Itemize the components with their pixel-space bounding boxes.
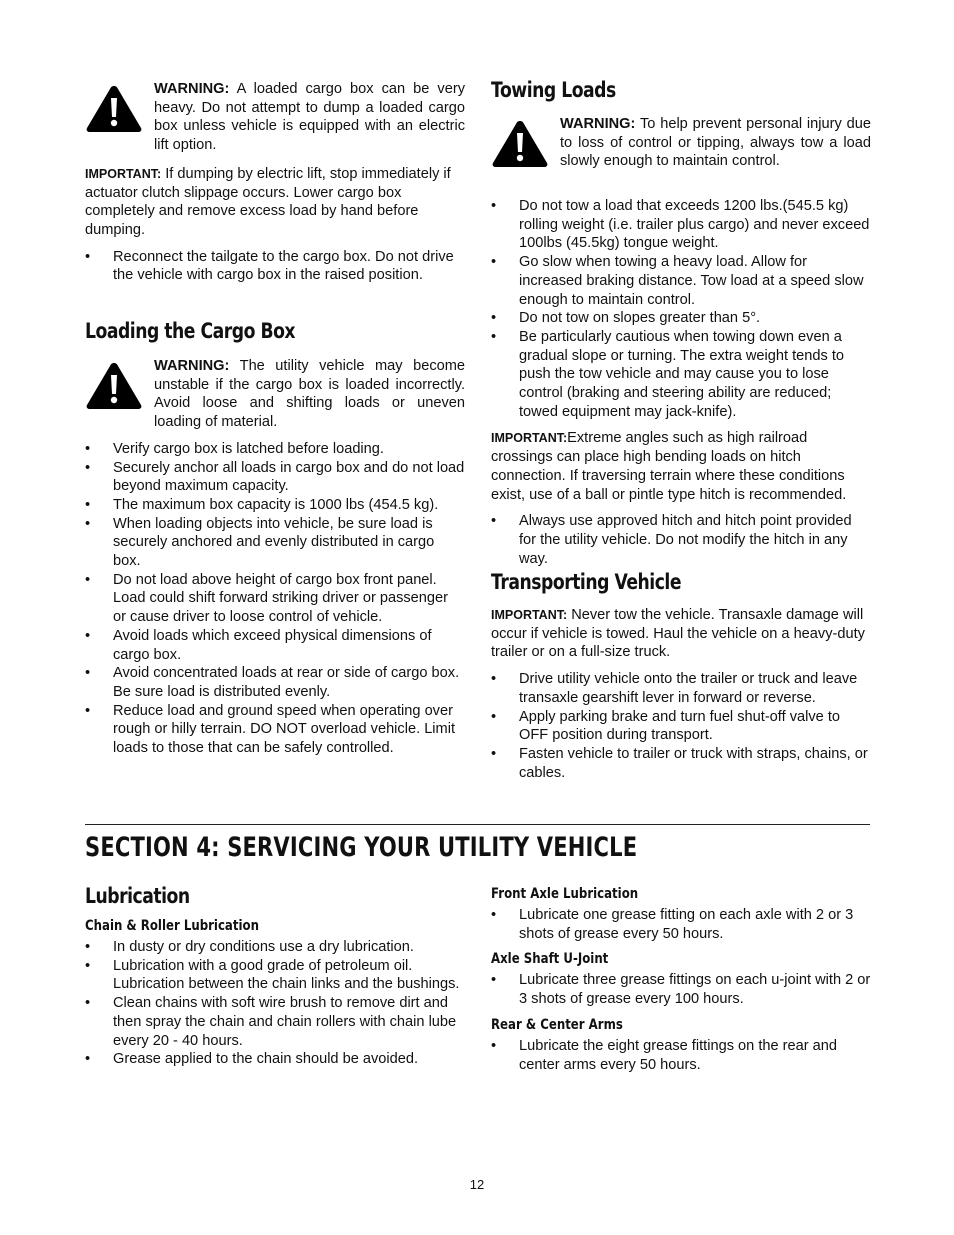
loading-section <box>85 319 465 758</box>
important-text: Extreme angles such as high railroad crossings can place high bending loads on hitch connection. If traversing terrain where these conditions exist, use of a ball or pintle type hitch is recommended. <box>491 430 847 503</box>
list-item: • Be particularly cautious when towing down even a gradual slope or turning. The extra weight tends to push the tow vehicle and may cause you to lose control (braking and steering ability are reduced; towed equipment may jack-knife). <box>491 328 871 422</box>
cargo-dump-warning <box>85 80 465 155</box>
list-item: • Drive utility vehicle onto the trailer or truck and leave transaxle gearshift lever in forward or reverse. <box>491 670 871 707</box>
loading-heading: Loading the Cargo Box <box>85 319 296 343</box>
list-item: • Lubricate one grease fitting on each axle with 2 or 3 shots of grease every 50 hours. <box>491 906 871 943</box>
transport-bullets <box>491 670 871 782</box>
warning-label: WARNING: <box>560 116 636 132</box>
loading-warning <box>85 357 465 432</box>
left-column-top <box>85 80 465 285</box>
important-text: If dumping by electric lift, stop immediately if actuator clutch slippage occurs. Lower cargo box completely and remove excess load by hand before dumping. <box>85 165 451 238</box>
warning-triangle-icon <box>491 119 549 169</box>
warning-triangle-icon <box>85 84 143 134</box>
towing-heading: Towing Loads <box>491 78 616 102</box>
lubrication-heading: Lubrication <box>85 884 190 908</box>
list-item: • Grease applied to the chain should be avoided. <box>85 1050 465 1069</box>
list-item: • Do not load above height of cargo box front panel. Load could shift forward striking driver or passenger or cause driver to loose control of vehicle. <box>85 571 465 627</box>
important-text: Never tow the vehicle. Transaxle damage will occur if vehicle is towed. Haul the vehicle on a heavy-duty trailer or on a full-size truck. <box>491 607 865 661</box>
loading-bullets <box>85 440 465 758</box>
list-item: • Go slow when towing a heavy load. Allow for increased braking distance. Tow load at a speed slow enough to maintain control. <box>491 253 871 309</box>
towing-warning <box>491 115 871 189</box>
list-item: • Lubricate the eight grease fittings on the rear and center arms every 50 hours. <box>491 1037 871 1074</box>
important-label: IMPORTANT: <box>491 431 568 446</box>
axle-shaft-subheading: Axle Shaft U-Joint <box>491 951 609 968</box>
chain-bullets <box>85 938 465 1069</box>
list-item: • Securely anchor all loads in cargo box and do not load beyond maximum capacity. <box>85 459 465 496</box>
front-axle-bullets <box>491 906 871 943</box>
important-note <box>85 165 465 240</box>
lubrication-left <box>85 884 465 1069</box>
cargo-dump-bullets <box>85 248 465 285</box>
warning-text: The utility vehicle may become unstable if the cargo box is loaded incorrectly. Avoid loose and shifting loads or uneven loading of material. <box>154 358 465 431</box>
list-item: • Verify cargo box is latched before loading. <box>85 440 465 459</box>
list-item: • Avoid loads which exceed physical dimensions of cargo box. <box>85 627 465 664</box>
warning-label: WARNING: <box>154 81 230 97</box>
towing-bullets <box>491 197 871 421</box>
list-item: • Apply parking brake and turn fuel shut-off valve to OFF position during transport. <box>491 708 871 745</box>
list-item: • Clean chains with soft wire brush to remove dirt and then spray the chain and chain rollers with chain lube every 20 - 40 hours. <box>85 994 465 1050</box>
section-title-block <box>85 832 870 863</box>
towing-section <box>491 78 871 568</box>
section-title: SECTION 4: SERVICING YOUR UTILITY VEHICLE <box>85 832 638 863</box>
front-axle-subheading: Front Axle Lubrication <box>491 886 639 902</box>
list-item: • Lubrication with a good grade of petroleum oil. Lubrication between the chain links and the bushings. <box>85 957 465 994</box>
list-item: • The maximum box capacity is 1000 lbs (454.5 kg). <box>85 496 465 515</box>
list-item: • Avoid concentrated loads at rear or side of cargo box. Be sure load is distributed evenly. <box>85 664 465 701</box>
list-item: • Always use approved hitch and hitch point provided for the utility vehicle. Do not modify the hitch in any way. <box>491 512 871 568</box>
list-item: • Do not tow on slopes greater than 5°. <box>491 309 871 328</box>
list-item: • Fasten vehicle to trailer or truck with straps, chains, or cables. <box>491 745 871 782</box>
rear-center-bullets <box>491 1037 871 1074</box>
section-divider <box>85 824 870 825</box>
warning-text: To help prevent personal injury due to loss of control or tipping, always tow a load slowly enough to maintain control. <box>560 116 871 170</box>
list-item: • In dusty or dry conditions use a dry lubrication. <box>85 938 465 957</box>
list-item: • Do not tow a load that exceeds 1200 lbs.(545.5 kg) rolling weight (i.e. trailer plus cargo) and never exceed 100lbs (45.5kg) tongue weight. <box>491 197 871 253</box>
important-note <box>491 606 871 662</box>
list-item: • Reduce load and ground speed when operating over rough or hilly terrain. DO NOT overload vehicle. Limit loads to those that can be safely controlled. <box>85 702 465 758</box>
lubrication-right <box>491 886 871 1074</box>
page-number: 12 <box>469 1177 485 1192</box>
warning-triangle-icon <box>85 361 143 411</box>
chain-subheading: Chain & Roller Lubrication <box>85 918 259 934</box>
warning-text: A loaded cargo box can be very heavy. Do not attempt to dump a loaded cargo box unless vehicle is equipped with an electric lift option. <box>154 81 465 154</box>
rear-center-subheading: Rear & Center Arms <box>491 1016 623 1033</box>
list-item: • Lubricate three grease fittings on each u-joint with 2 or 3 shots of grease every 100 hours. <box>491 971 871 1008</box>
important-label: IMPORTANT: <box>491 608 568 622</box>
list-item: • When loading objects into vehicle, be sure load is securely anchored and evenly distributed in cargo box. <box>85 515 465 571</box>
axle-shaft-bullets <box>491 971 871 1008</box>
transport-section <box>491 570 871 782</box>
warning-label: WARNING: <box>154 358 230 374</box>
list-item: • Reconnect the tailgate to the cargo box. Do not drive the vehicle with cargo box in the raised position. <box>85 248 465 285</box>
transport-heading: Transporting Vehicle <box>491 570 682 594</box>
important-label: IMPORTANT: <box>85 166 162 181</box>
towing-bullets-2 <box>491 512 871 568</box>
important-note <box>491 429 871 504</box>
